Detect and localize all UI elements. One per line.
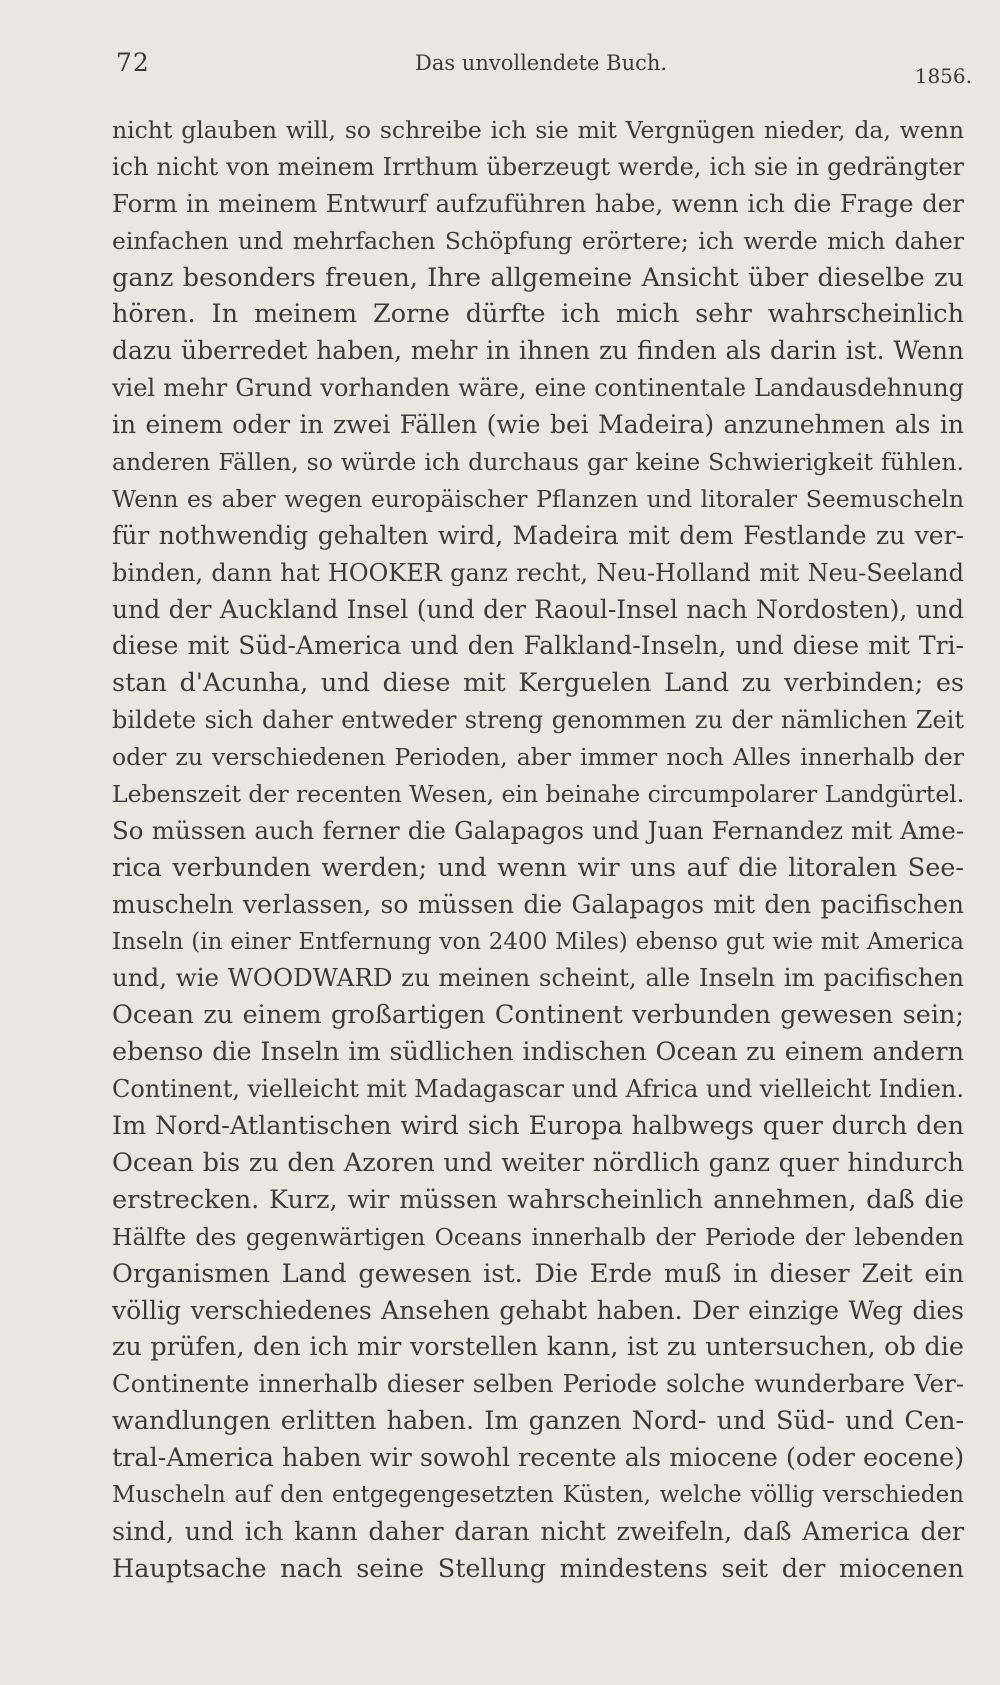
body-text — [112, 112, 964, 1588]
text-line: Continent, vielleicht mit Madagascar und Africa und vielleicht Indien. — [112, 1075, 964, 1104]
text-line: sind, und ich kann daher daran nicht zweifeln, daß America der — [112, 1516, 964, 1547]
text-line: muscheln verlassen, so müssen die Galapagos mit den pacifischen — [112, 889, 964, 919]
text-line: Lebenszeit der recenten Wesen, ein beinahe circumpolarer Landgürtel. — [112, 780, 964, 809]
text-line: Organismen Land gewesen ist. Die Erde muß in dieser Zeit ein — [112, 1258, 964, 1289]
text-line: nicht glauben will, so schreibe ich sie mit Vergnügen nieder, da, wenn — [112, 116, 964, 144]
text-line: dazu überredet haben, mehr in ihnen zu finden als darin ist. Wenn — [112, 336, 964, 366]
text-line: binden, dann hat HOOKER ganz recht, Neu-Holland mit Neu-Seeland — [112, 558, 964, 587]
text-line: So müssen auch ferner die Galapagos und Juan Fernandez mit Ame- — [112, 815, 964, 845]
text-line: erstrecken. Kurz, wir müssen wahrscheinlich annehmen, daß die — [112, 1184, 964, 1215]
text-line: wandlungen erlitten haben. Im ganzen Nord- und Süd- und Cen- — [112, 1406, 964, 1437]
text-line: Hauptsache nach seine Stellung mindestens seit der miocenen — [112, 1553, 964, 1584]
text-line: Form in meinem Entwurf aufzuführen habe, wenn ich die Frage der — [112, 188, 964, 218]
text-line: Wenn es aber wegen europäischer Pflanzen und litoraler Seemuscheln — [112, 484, 964, 513]
text-line: in einem oder in zwei Fällen (wie bei Madeira) anzunehmen als in — [112, 410, 964, 440]
text-line: einfachen und mehrfachen Schöpfung erörtere; ich werde mich daher — [112, 226, 964, 255]
text-line: Im Nord-Atlantischen wird sich Europa halbwegs quer durch den — [112, 1111, 964, 1142]
text-line: anderen Fällen, so würde ich durchaus gar keine Schwierigkeit fühlen. — [112, 448, 964, 477]
running-title: Das unvollendete Buch. — [415, 51, 668, 75]
text-line: Continente innerhalb dieser selben Periode solche wunderbare Ver- — [112, 1369, 964, 1399]
text-line: rica verbunden werden; und wenn wir uns auf die litoralen See- — [112, 852, 964, 883]
text-line: ebenso die Inseln im südlichen indischen Ocean zu einem andern — [112, 1037, 964, 1068]
header-year: 1856. — [914, 64, 972, 88]
text-line: hören. In meinem Zorne dürfte ich mich sehr wahrscheinlich — [112, 299, 964, 330]
text-line: ich nicht von meinem Irrthum überzeugt werde, ich sie in gedrängter — [112, 152, 964, 181]
text-line: zu prüfen, den ich mir vorstellen kann, ist zu untersuchen, ob die — [112, 1332, 964, 1363]
page-number: 72 — [116, 48, 150, 77]
text-line: Inseln (in einer Entfernung von 2400 Miles) ebenso gut wie mit America — [112, 928, 964, 955]
text-line: für nothwendig gehalten wird, Madeira mit dem Festlande zu ver- — [112, 520, 964, 550]
text-line: Ocean bis zu den Azoren und weiter nördlich ganz quer hindurch — [112, 1147, 964, 1178]
text-line: Ocean zu einem großartigen Continent verbunden gewesen sein; — [112, 1000, 964, 1031]
text-line: tral-America haben wir sowohl recente als miocene (oder eocene) — [112, 1443, 964, 1474]
text-line: Muscheln auf den entgegengesetzten Küsten, welche völlig verschieden — [112, 1481, 964, 1508]
text-line: ganz besonders freuen, Ihre allgemeine Ansicht über dieselbe zu — [112, 262, 964, 293]
text-line: und, wie WOODWARD zu meinen scheint, alle Inseln im pacifischen — [112, 963, 964, 993]
text-line: und der Auckland Insel (und der Raoul-Insel nach Nordosten), und — [112, 594, 964, 624]
page-header — [0, 45, 1000, 88]
text-line: oder zu verschiedenen Perioden, aber immer noch Alles innerhalb der — [112, 743, 964, 772]
text-line: diese mit Süd-America und den Falkland-Inseln, und diese mit Tri- — [112, 631, 964, 661]
text-line: völlig verschiedenes Ansehen gehabt haben. Der einzige Weg dies — [112, 1295, 964, 1325]
text-line: stan d'Acunha, und diese mit Kerguelen Land zu verbinden; es — [112, 668, 964, 699]
text-line: viel mehr Grund vorhanden wäre, eine continentale Landausdehnung — [112, 374, 964, 403]
text-line: Hälfte des gegenwärtigen Oceans innerhalb der Periode der lebenden — [112, 1222, 964, 1251]
text-line: bildete sich daher entweder streng genommen zu der nämlichen Zeit — [112, 706, 964, 735]
